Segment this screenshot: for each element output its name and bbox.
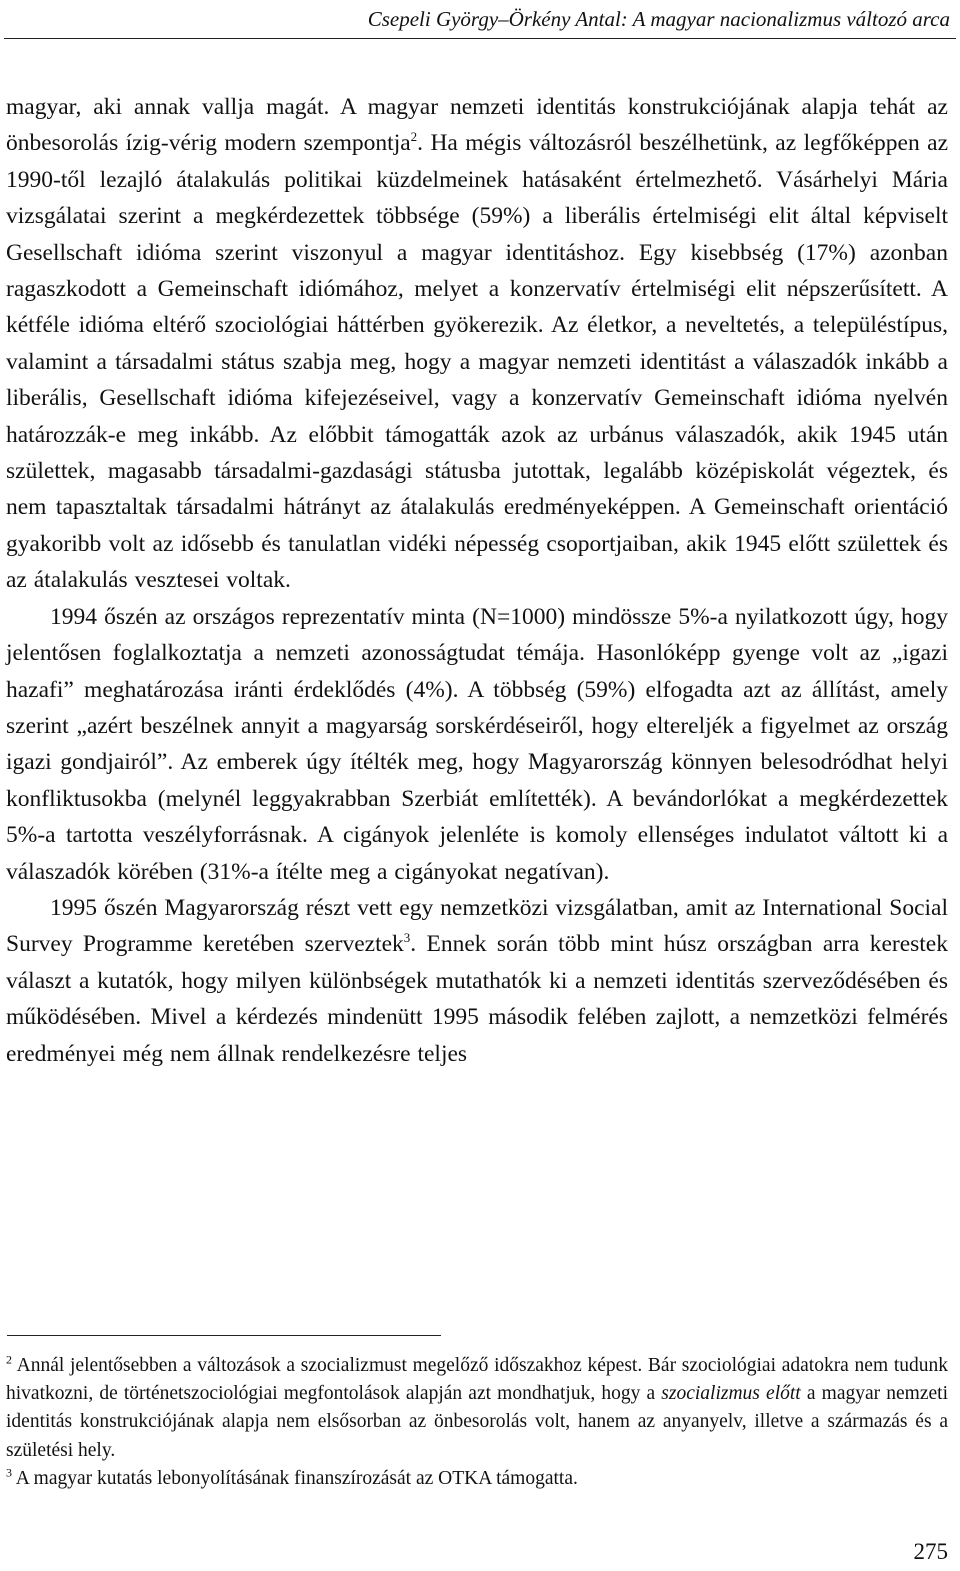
footnote-2 (6, 1352, 948, 1465)
paragraph-2 (6, 599, 948, 890)
running-header-title: Csepeli György–Örkény Antal: A magyar nacionalizmus változó arca (367, 7, 950, 31)
paragraph-3 (6, 890, 948, 1072)
footnote-3 (6, 1465, 948, 1493)
footnote-2-text-a: Annál jelentősebben a változások a szocializmust megelőző időszakhoz képest. Bár szociológiai adatokra nem tudunk hivatkozni, de történetszociológiai megfontolások alapján azt mondhatjuk, hogy a (6, 1355, 948, 1405)
paragraph-3-text-a: 1995 őszén Magyarország részt vett egy nemzetközi vizsgálatban, amit az International Social Survey Programme keretében szerveztek (6, 894, 948, 958)
paragraph-1-text-a: magyar, aki annak vallja magát. A magyar nemzeti identitás konstrukciójának alapja tehát az önbesorolás ízig-vérig modern szempontja (6, 94, 948, 157)
paragraph-1 (6, 89, 948, 599)
page-number: 275 (913, 1539, 948, 1564)
main-text (6, 89, 948, 1072)
footnote-2-emphasis: szocializmus előtt (661, 1383, 801, 1405)
footnote-2-number: 2 (6, 1352, 12, 1367)
footnote-3-text: A magyar kutatás lebonyolításának finanszírozását az OTKA támogatta. (12, 1467, 578, 1489)
paragraph-1-text-b: . Ha mégis változásról beszélhetünk, az legfőképpen az 1990-től lezajló átalakulás politikai küzdelmeinek hatásaként értelmezhető. Vásárhelyi Mária vizsgálatai szerint a megkérdezettek többsége (59%) a liberális értelmiségi elit által képviselt Gesellschaft idióma szerint viszonyul a magyar identitáshoz. Egy kisebbség (17%) azonban ragaszkodott a Gemeinschaft idiómához, melyet a konzervatív értelmiségi elit népszerűsített. A kétféle idióma eltérő szociológiai háttérben gyökerezik. Az életkor, a neveltetés, a településtípus, valamint a társadalmi státus szabja meg, hogy a magyar nemzeti identitást a válaszadók inkább a liberális, Gesellschaft idióma kifejezéseivel, vagy a konzervatív Gemeinschaft idióma nyelvén határozzák-e meg inkább. Az előbbit támogatták azok az urbánus válaszadók, akik 1945 után születtek, magasabb társadalmi-gazdasági státusba jutottak, legalább középiskolát végeztek, és nem tapasztaltak társadalmi hátrányt az átalakulás eredményeképpen. A Gemeinschaft orientáció gyakoribb volt az idősebb és tanulatlan vidéki népesség csoportjaiban, akik 1945 előtt születtek és az átalakulás vesztesei voltak. (6, 130, 948, 594)
header-divider (4, 38, 956, 39)
paragraph-2-text: 1994 őszén az országos reprezentatív minta (N=1000) mindössze 5%-a nyilatkozott úgy, hogy jelentősen foglalkoztatja a nemzeti azonosságtudat témája. Hasonlóképp gyenge volt az „igazi hazafi” meghatározása iránti érdeklődés (4%). A többség (59%) elfogadta azt az állítást, amely szerint „azért beszélnek annyit a magyarság sorskérdéseiről, hogy eltereljék a figyelmet az ország igazi gondjairól”. Az emberek úgy ítélték meg, hogy Magyarország könnyen belesodródhat helyi konfliktusokba (melynél leggyakrabban Szerbiát említették). A bevándorlókat a megkérdezettek 5%-a tartotta veszélyforrásnak. A cigányok jelenléte is komoly ellenséges indulatot váltott ki a válaszadók körében (31%-a ítélte meg a cigányokat negatívan). (6, 603, 948, 885)
footnote-ref-3[interactable]: 3 (403, 930, 411, 946)
paragraph-3-text-b: . Ennek során több mint húsz országban arra kerestek választ a kutatók, hogy milyen különbségek mutathatók ki a nemzeti identitás szerveződésében és működésében. Mivel a kérdezés mindenütt 1995 második felében zajlott, a nemzetközi felmérés eredményei még nem állnak rendelkezésre teljes (6, 931, 948, 1067)
footnote-3-number: 3 (6, 1465, 12, 1480)
footnote-divider (7, 1335, 441, 1336)
footnote-2-text-b: a magyar nemzeti identitás konstrukciójának alapja nem elsősorban az önbesorolás volt, hanem az anyanyelv, illetve a származás és a születési hely. (6, 1383, 948, 1461)
running-header (0, 6, 950, 32)
footnotes (6, 1352, 948, 1493)
footnote-ref-2[interactable]: 2 (410, 129, 418, 145)
